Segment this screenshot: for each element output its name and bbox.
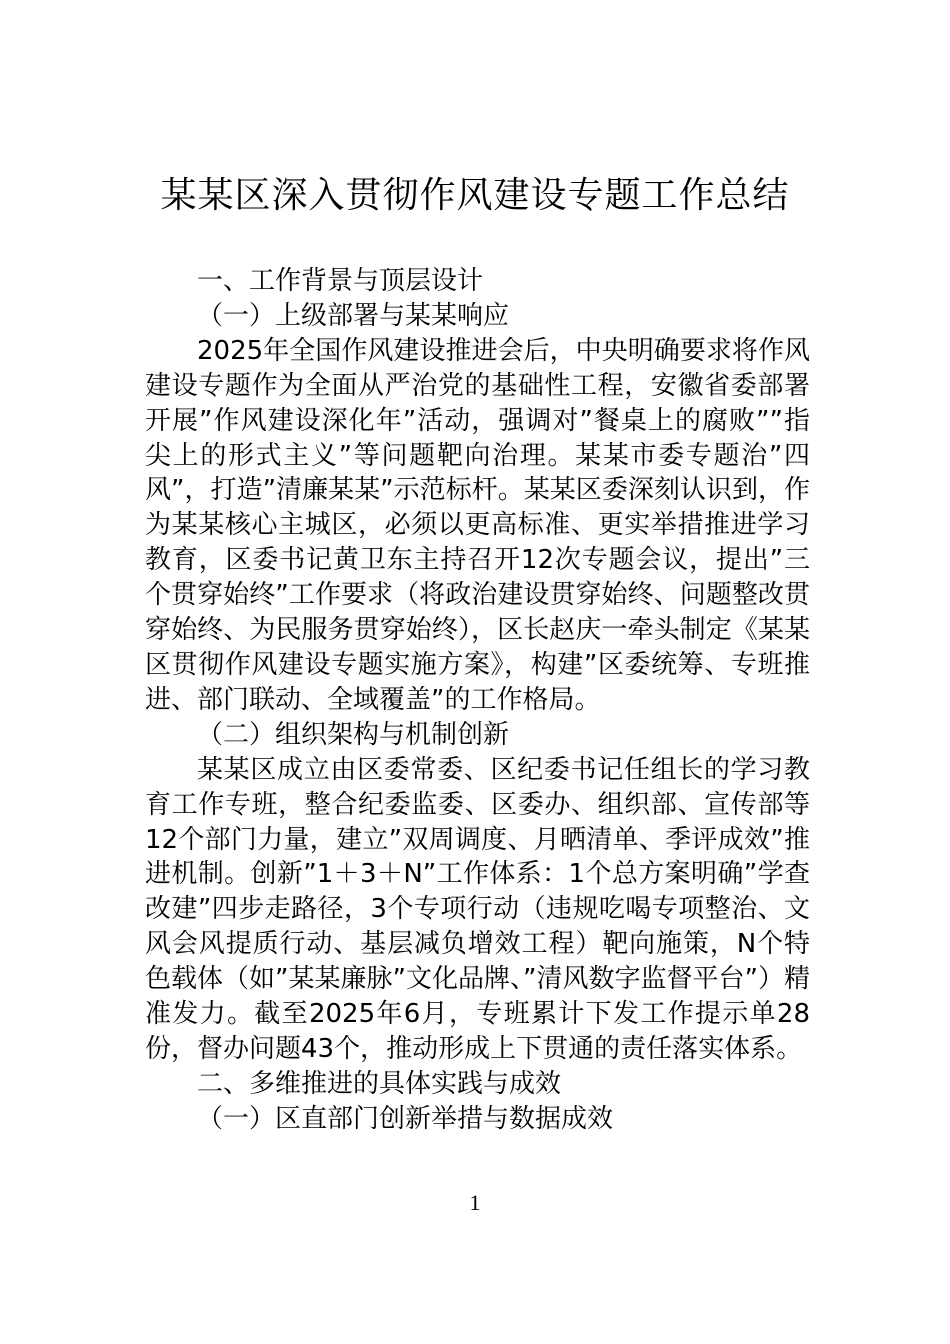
body-paragraph: 某某区成立由区委常委、区纪委书记任组长的学习教育工作专班，整合纪委监委、区委办、组织部、宣传部等12个部门力量，建立”双周调度、月晒清单、季评成效”推进机制。创新”1＋3＋N”工作体系：1个总方案明确”学查改建”四步走路径，3个专项行动（违规吃喝专项整治、文风会风提质行动、基层减负增效工程）靶向施策，N个特色载体（如”某某廉脉”文化品牌、”清风数字监督平台”）精准发力。截至2025年6月，专班累计下发工作提示单28份，督办问题43个，推动形成上下贯通的责任落实体系。 xyxy=(145,754,810,1064)
document-title: 某某区深入贯彻作风建设专题工作总结 xyxy=(160,175,790,216)
section-heading-1: 一、工作背景与顶层设计 xyxy=(197,266,484,296)
page-number: 1 xyxy=(469,1190,481,1215)
subsection-heading-2-1: （一）区直部门创新举措与数据成效 xyxy=(197,1103,614,1134)
section-heading-2: 二、多维推进的具体实践与成效 xyxy=(197,1068,562,1099)
subsection-heading-1-1: （一）上级部署与某某响应 xyxy=(197,300,510,331)
body-paragraph: 2025年全国作风建设推进会后，中央明确要求将作风建设专题作为全面从严治党的基础性工程，安徽省委部署开展”作风建设深化年”活动，强调对”餐桌上的腐败””指尖上的形式主义”等问题靶向治理。某某市委专题治”四风”，打造”清廉某某”示范标杆。某某区委深刻认识到，作为某某核心主城区，必须以更高标准、更实举措推进学习教育，区委书记黄卫东主持召开12次专题会议，提出”三个贯穿始终”工作要求（将政治建设贯穿始终、问题整改贯穿始终、为民服务贯穿始终），区长赵庆一牵头制定《某某区贯彻作风建设专题实施方案》，构建”区委统筹、专班推进、部门联动、全域覆盖”的工作格局。 xyxy=(145,335,810,715)
subsection-heading-1-2: （二）组织架构与机制创新 xyxy=(197,719,510,750)
document-body xyxy=(145,264,810,1137)
